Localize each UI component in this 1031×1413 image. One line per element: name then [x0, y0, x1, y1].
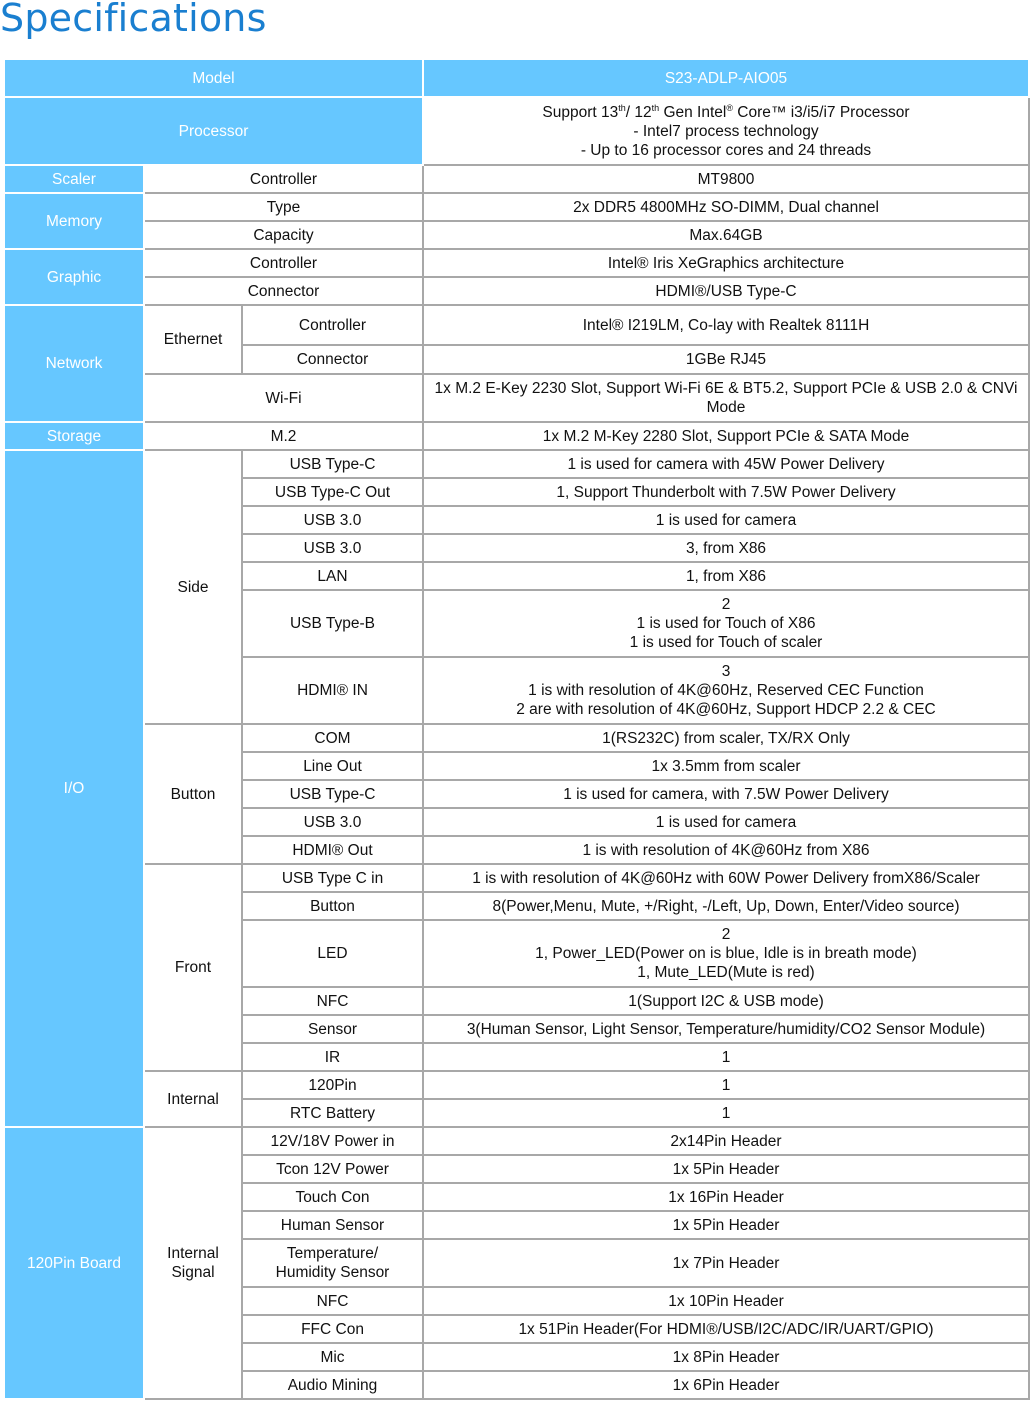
io-row-value: 1 is with resolution of 4K@60Hz from X86 — [423, 836, 1029, 864]
board-row-name: 12V/18V Power in — [242, 1127, 423, 1155]
board-row-value: 2x14Pin Header — [423, 1127, 1029, 1155]
board-row-name: NFC — [242, 1287, 423, 1315]
io-row-value: 1, from X86 — [423, 562, 1029, 590]
graphic-controller-label: Controller — [144, 249, 423, 277]
io-row-value: 3(Human Sensor, Light Sensor, Temperature/humidity/CO2 Sensor Module) — [423, 1015, 1029, 1043]
processor-value — [423, 97, 1029, 165]
board-row-name: FFC Con — [242, 1315, 423, 1343]
ethernet-controller-value: Intel® I219LM, Co-lay with Realtek 8111H — [423, 305, 1029, 345]
io-row-value: 1 — [423, 1071, 1029, 1099]
io-front-label: Front — [144, 864, 242, 1071]
io-row-name: Button — [242, 892, 423, 920]
io-row-name: COM — [242, 724, 423, 752]
processor-line-3: - Up to 16 processor cores and 24 threads — [580, 141, 872, 159]
io-row-value: 2 1, Power_LED(Power on is blue, Idle is in breath mode) 1, Mute_LED(Mute is red) — [423, 920, 1029, 987]
io-row-value: 1 is with resolution of 4K@60Hz with 60W Power Delivery fromX86/Scaler — [423, 864, 1029, 892]
io-row-value: 3 1 is with resolution of 4K@60Hz, Reserved CEC Function 2 are with resolution of 4K@60Hz, Support HDCP 2.2 & CEC — [423, 657, 1029, 724]
io-row-value: 8(Power,Menu, Mute, +/Right, -/Left, Up, Down, Enter/Video source) — [423, 892, 1029, 920]
processor-line-1: Support 13th/ 12th Gen Intel® Core™ i3/i5/i7 Processor — [542, 102, 910, 121]
io-row-name: NFC — [242, 987, 423, 1015]
board-row-value: 1x 51Pin Header(For HDMI®/USB/I2C/ADC/IR/UART/GPIO) — [423, 1315, 1029, 1343]
io-row-name: USB Type-C Out — [242, 478, 423, 506]
io-row-value: 1x 3.5mm from scaler — [423, 752, 1029, 780]
spec-table — [3, 58, 1030, 1400]
io-label: I/O — [4, 450, 144, 1127]
storage-label: Storage — [4, 422, 144, 450]
io-row-name: IR — [242, 1043, 423, 1071]
io-row-name: USB 3.0 — [242, 808, 423, 836]
io-row-name: USB Type-C — [242, 450, 423, 478]
io-row-value: 1(RS232C) from scaler, TX/RX Only — [423, 724, 1029, 752]
graphic-label: Graphic — [4, 249, 144, 305]
io-row-name: USB 3.0 — [242, 506, 423, 534]
board-label: 120Pin Board — [4, 1127, 144, 1399]
io-row-value: 1 — [423, 1099, 1029, 1127]
io-row-name: HDMI® Out — [242, 836, 423, 864]
board-row-value: 1x 5Pin Header — [423, 1155, 1029, 1183]
io-row-value: 2 1 is used for Touch of X86 1 is used for Touch of scaler — [423, 590, 1029, 657]
io-row-value: 1 is used for camera with 45W Power Delivery — [423, 450, 1029, 478]
memory-label: Memory — [4, 193, 144, 249]
io-row-value: 1 is used for camera — [423, 808, 1029, 836]
board-row-value: 1x 8Pin Header — [423, 1343, 1029, 1371]
ethernet-connector-value: 1GBe RJ45 — [423, 345, 1029, 374]
board-group-label: Internal Signal — [144, 1127, 242, 1399]
memory-capacity-label: Capacity — [144, 221, 423, 249]
model-label: Model — [4, 59, 423, 97]
memory-type-value: 2x DDR5 4800MHz SO-DIMM, Dual channel — [423, 193, 1029, 221]
io-row-name: LED — [242, 920, 423, 987]
scaler-sub-label: Controller — [144, 165, 423, 193]
model-value: S23-ADLP-AIO05 — [423, 59, 1029, 97]
io-row-name: 120Pin — [242, 1071, 423, 1099]
storage-sub-label: M.2 — [144, 422, 423, 450]
wifi-label: Wi-Fi — [144, 374, 423, 422]
board-row-name: Human Sensor — [242, 1211, 423, 1239]
board-row-name: Temperature/ Humidity Sensor — [242, 1239, 423, 1287]
board-row-value: 1x 5Pin Header — [423, 1211, 1029, 1239]
io-row-name: LAN — [242, 562, 423, 590]
page-title: Specifications — [0, 0, 267, 40]
io-internal-label: Internal — [144, 1071, 242, 1127]
io-row-value: 1 is used for camera — [423, 506, 1029, 534]
board-row-name: Audio Mining — [242, 1371, 423, 1399]
io-row-name: USB Type C in — [242, 864, 423, 892]
memory-capacity-value: Max.64GB — [423, 221, 1029, 249]
io-row-value: 1 is used for camera, with 7.5W Power Delivery — [423, 780, 1029, 808]
board-row-name: Tcon 12V Power — [242, 1155, 423, 1183]
io-row-value: 1, Support Thunderbolt with 7.5W Power Delivery — [423, 478, 1029, 506]
io-row-value: 3, from X86 — [423, 534, 1029, 562]
io-row-name: HDMI® IN — [242, 657, 423, 724]
io-row-name: Line Out — [242, 752, 423, 780]
graphic-controller-value: Intel® Iris XeGraphics architecture — [423, 249, 1029, 277]
network-label: Network — [4, 305, 144, 422]
scaler-label: Scaler — [4, 165, 144, 193]
io-button-label: Button — [144, 724, 242, 864]
ethernet-controller-label: Controller — [242, 305, 423, 345]
processor-label: Processor — [4, 97, 423, 165]
processor-line-2: - Intel7 process technology — [633, 122, 819, 140]
graphic-connector-value: HDMI®/USB Type-C — [423, 277, 1029, 305]
board-row-value: 1x 7Pin Header — [423, 1239, 1029, 1287]
graphic-connector-label: Connector — [144, 277, 423, 305]
io-row-name: USB 3.0 — [242, 534, 423, 562]
io-row-name: Sensor — [242, 1015, 423, 1043]
ethernet-connector-label: Connector — [242, 345, 423, 374]
io-side-label: Side — [144, 450, 242, 724]
board-row-value: 1x 16Pin Header — [423, 1183, 1029, 1211]
ethernet-label: Ethernet — [144, 305, 242, 374]
board-row-value: 1x 10Pin Header — [423, 1287, 1029, 1315]
board-row-name: Touch Con — [242, 1183, 423, 1211]
io-row-name: RTC Battery — [242, 1099, 423, 1127]
wifi-value: 1x M.2 E-Key 2230 Slot, Support Wi-Fi 6E & BT5.2, Support PCIe & USB 2.0 & CNVi Mode — [423, 374, 1029, 422]
scaler-value: MT9800 — [423, 165, 1029, 193]
storage-value: 1x M.2 M-Key 2280 Slot, Support PCIe & SATA Mode — [423, 422, 1029, 450]
board-row-value: 1x 6Pin Header — [423, 1371, 1029, 1399]
io-row-name: USB Type-B — [242, 590, 423, 657]
memory-type-label: Type — [144, 193, 423, 221]
io-row-value: 1(Support I2C & USB mode) — [423, 987, 1029, 1015]
io-row-value: 1 — [423, 1043, 1029, 1071]
io-row-name: USB Type-C — [242, 780, 423, 808]
board-row-name: Mic — [242, 1343, 423, 1371]
